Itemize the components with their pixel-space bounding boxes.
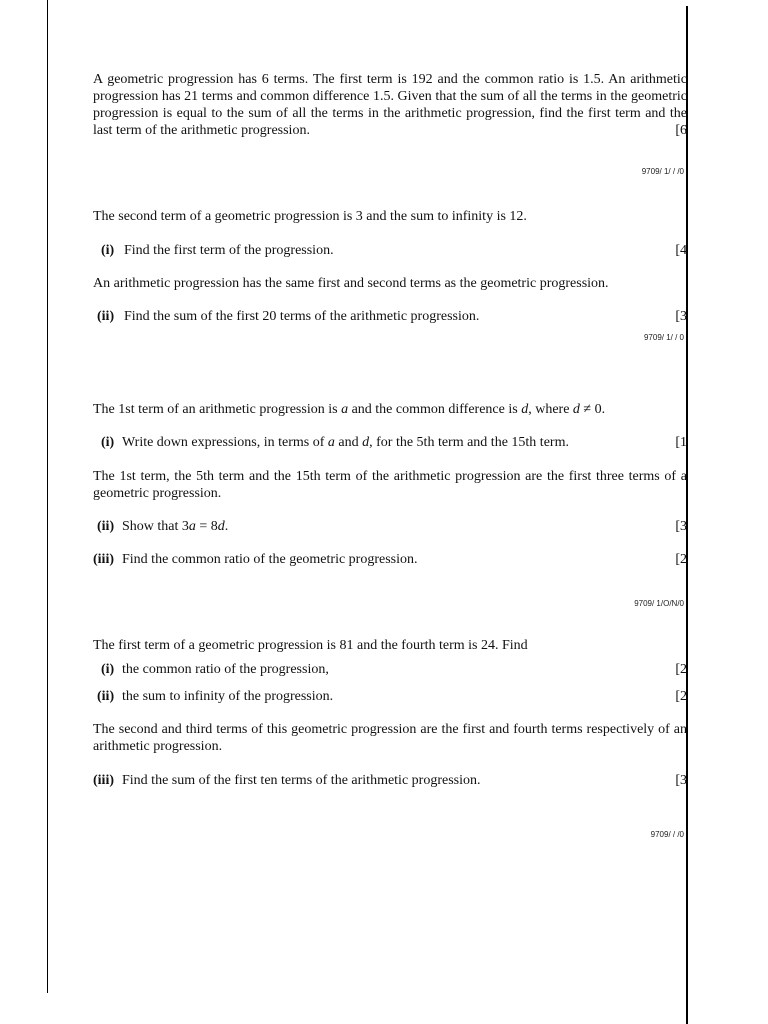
part-label: (i) xyxy=(101,435,115,450)
part-label: (ii) xyxy=(97,309,115,324)
question-3-paper-code: 9709/ 1/O/N/0 xyxy=(634,599,684,608)
question-4-intro: The first term of a geometric progression is 81 and the fourth term is 24. Find xyxy=(93,638,528,653)
question-4-part-ii xyxy=(93,688,687,705)
part-label: (i) xyxy=(101,662,115,677)
part-mark: [3 xyxy=(675,773,687,788)
question-4-part-iii xyxy=(93,772,687,789)
question-2-part-ii xyxy=(93,308,687,325)
part-mark: [4 xyxy=(675,243,687,258)
question-3-part-iii xyxy=(93,551,687,568)
question-1-text: A geometric progression has 6 terms. The first term is 192 and the common ratio is 1.5. An arithmetic progression has 21 terms and common difference 1.5. Given that the sum of all the terms in the geometric progression is equal to the sum of all the terms in the arithmetic progression, find the first term and the last term of the arithmetic progression. xyxy=(93,72,687,138)
part-label: (i) xyxy=(101,243,115,258)
part-text: the sum to infinity of the progression. xyxy=(122,689,334,704)
part-text: Show that 3a = 8d. xyxy=(122,519,229,534)
question-4-mid: The second and third terms of this geometric progression are the first and fourth terms respectively of an arithmetic progression. xyxy=(93,722,687,754)
part-text: Find the sum of the first 20 terms of the arithmetic progression. xyxy=(124,309,480,324)
question-2-intro: The second term of a geometric progression is 3 and the sum to infinity is 12. xyxy=(93,209,527,224)
part-mark: [1 xyxy=(675,435,687,450)
part-text: Find the sum of the first ten terms of the arithmetic progression. xyxy=(122,773,481,788)
question-1-paper-code: 9709/ 1/ / /0 xyxy=(641,167,684,176)
part-mark: [2 xyxy=(675,689,687,704)
part-text: Write down expressions, in terms of a and d, for the 5th term and the 15th term. xyxy=(122,435,569,450)
question-2-paper-code: 9709/ 1/ / 0 xyxy=(643,333,684,342)
right-margin-rule xyxy=(686,6,688,1024)
part-label: (iii) xyxy=(93,552,114,567)
question-3-part-i xyxy=(93,434,687,451)
part-mark: [3 xyxy=(675,519,687,534)
left-margin-rule xyxy=(47,0,48,993)
part-label: (iii) xyxy=(93,773,114,788)
question-2-part-i xyxy=(93,242,687,259)
part-text: the common ratio of the progression, xyxy=(122,662,329,677)
part-text: Find the common ratio of the geometric progression. xyxy=(122,552,418,567)
part-mark: [3 xyxy=(675,309,687,324)
part-label: (ii) xyxy=(97,689,115,704)
question-4-paper-code: 9709/ / /0 xyxy=(650,830,684,839)
part-text: Find the first term of the progression. xyxy=(124,243,334,258)
question-1-mark: [6 xyxy=(675,123,687,138)
question-2-mid: An arithmetic progression has the same first and second terms as the geometric progression. xyxy=(93,276,609,291)
question-3-intro: The 1st term of an arithmetic progression is a and the common difference is d, where d ≠ 0. xyxy=(93,402,606,417)
question-4-part-i xyxy=(93,661,687,678)
part-label: (ii) xyxy=(97,519,115,534)
question-3-part-ii xyxy=(93,518,687,535)
question-3-mid: The 1st term, the 5th term and the 15th term of the arithmetic progression are the first three terms of a geometric progression. xyxy=(93,469,687,501)
part-mark: [2 xyxy=(675,552,687,567)
part-mark: [2 xyxy=(675,662,687,677)
